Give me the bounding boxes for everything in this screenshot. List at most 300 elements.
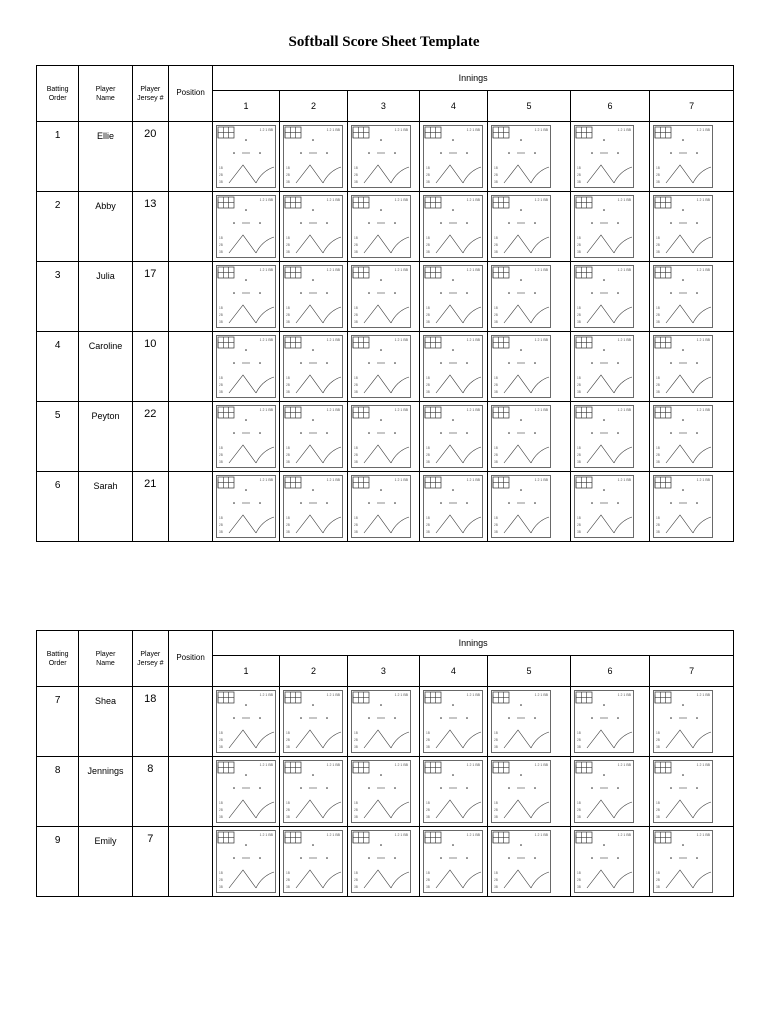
table-row [37, 332, 734, 402]
jersey-number-cell: 18 [132, 687, 168, 757]
scoring-diamond-box[interactable] [283, 830, 343, 893]
scoring-diamond-box[interactable] [423, 690, 483, 753]
scoring-diamond-box[interactable] [283, 475, 343, 538]
scoring-diamond-box[interactable] [491, 760, 551, 823]
scoring-diamond-box[interactable] [491, 475, 551, 538]
svg-text:2B: 2B [656, 738, 661, 742]
inning-score-cell[interactable] [650, 122, 734, 192]
svg-text:3B: 3B [576, 885, 581, 889]
scoring-diamond-box[interactable] [351, 125, 411, 188]
svg-text:1 2 1 BB: 1 2 1 BB [696, 763, 711, 767]
scoring-diamond-box[interactable] [491, 265, 551, 328]
score-table-1 [36, 65, 734, 542]
scoring-diamond-box[interactable] [574, 195, 634, 258]
inning-score-cell[interactable] [419, 827, 487, 897]
svg-text:3B: 3B [656, 530, 661, 534]
player-name-cell: Caroline [79, 332, 132, 402]
svg-text:1B: 1B [285, 376, 290, 380]
inning-score-cell[interactable] [570, 687, 650, 757]
svg-text:3B: 3B [354, 815, 359, 819]
scoring-diamond-box[interactable] [216, 265, 276, 328]
svg-text:2B: 2B [285, 243, 290, 247]
scoring-diamond-box[interactable] [574, 265, 634, 328]
svg-text:3B: 3B [576, 320, 581, 324]
header-inning-2: 2 [279, 91, 347, 122]
inning-score-cell[interactable] [279, 122, 347, 192]
scoring-diamond-box[interactable] [351, 195, 411, 258]
inning-score-cell[interactable] [570, 262, 650, 332]
svg-text:3B: 3B [576, 460, 581, 464]
position-cell[interactable] [168, 827, 212, 897]
svg-text:3B: 3B [425, 460, 430, 464]
svg-text:3B: 3B [656, 885, 661, 889]
scoring-diamond-box[interactable] [653, 475, 713, 538]
position-cell[interactable] [168, 262, 212, 332]
svg-text:1B: 1B [219, 376, 224, 380]
svg-text:1 2 1 BB: 1 2 1 BB [394, 833, 409, 837]
scoring-diamond-box[interactable] [491, 405, 551, 468]
scoring-diamond-box[interactable] [216, 690, 276, 753]
svg-text:3B: 3B [656, 250, 661, 254]
header-player-jersey: Player Jersey # [132, 66, 168, 122]
inning-score-cell[interactable] [348, 402, 420, 472]
svg-text:1 2 1 BB: 1 2 1 BB [534, 478, 549, 482]
svg-text:3B: 3B [285, 885, 290, 889]
svg-text:1B: 1B [576, 306, 581, 310]
svg-text:1B: 1B [425, 801, 430, 805]
scoring-diamond-box[interactable] [423, 125, 483, 188]
inning-score-cell[interactable] [348, 122, 420, 192]
scoring-diamond-box[interactable] [216, 335, 276, 398]
scoring-diamond-box[interactable] [423, 265, 483, 328]
svg-text:1 2 1 BB: 1 2 1 BB [617, 833, 631, 837]
svg-text:2B: 2B [354, 173, 359, 177]
position-cell[interactable] [168, 687, 212, 757]
inning-score-cell[interactable] [488, 827, 571, 897]
svg-text:1 2 1 BB: 1 2 1 BB [696, 408, 711, 412]
svg-text:3B: 3B [354, 320, 359, 324]
svg-text:1B: 1B [219, 166, 224, 170]
inning-score-cell[interactable] [570, 122, 650, 192]
scoring-diamond-box[interactable] [283, 760, 343, 823]
jersey-number-cell: 17 [132, 262, 168, 332]
inning-score-cell[interactable] [213, 262, 279, 332]
scoring-diamond-box[interactable] [653, 125, 713, 188]
scoring-diamond-box[interactable] [491, 335, 551, 398]
scoring-diamond-box[interactable] [574, 335, 634, 398]
inning-score-cell[interactable] [488, 332, 571, 402]
svg-text:1 2 1 BB: 1 2 1 BB [326, 408, 340, 412]
position-cell[interactable] [168, 402, 212, 472]
position-cell[interactable] [168, 472, 212, 542]
scoring-diamond-box[interactable] [574, 830, 634, 893]
inning-score-cell[interactable] [419, 757, 487, 827]
inning-score-cell[interactable] [419, 122, 487, 192]
svg-text:2B: 2B [656, 808, 661, 812]
svg-text:3B: 3B [656, 320, 661, 324]
inning-score-cell[interactable] [570, 402, 650, 472]
batting-order-cell: 2 [37, 192, 79, 262]
svg-text:1B: 1B [219, 446, 224, 450]
table-row [37, 472, 734, 542]
inning-score-cell[interactable] [213, 687, 279, 757]
svg-text:1 2 1 BB: 1 2 1 BB [466, 833, 480, 837]
svg-text:1B: 1B [285, 236, 290, 240]
svg-text:2B: 2B [425, 738, 430, 742]
svg-text:1 2 1 BB: 1 2 1 BB [259, 478, 274, 482]
svg-text:1 2 1 BB: 1 2 1 BB [617, 763, 631, 767]
scoring-diamond-box[interactable] [574, 125, 634, 188]
scoring-diamond-box[interactable] [283, 690, 343, 753]
svg-text:3B: 3B [656, 745, 661, 749]
scoring-diamond-box[interactable] [653, 405, 713, 468]
inning-score-cell[interactable] [348, 757, 420, 827]
svg-text:1 2 1 BB: 1 2 1 BB [617, 478, 631, 482]
inning-score-cell[interactable] [213, 472, 279, 542]
scoring-diamond-box[interactable] [351, 760, 411, 823]
inning-score-cell[interactable] [570, 827, 650, 897]
header-player-jersey: Player Jersey # [132, 631, 168, 687]
svg-text:3B: 3B [656, 815, 661, 819]
header-player-name: Player Name [79, 631, 132, 687]
scoring-diamond-box[interactable] [491, 125, 551, 188]
inning-score-cell[interactable] [570, 757, 650, 827]
batting-order-cell: 8 [37, 757, 79, 827]
scoring-diamond-box[interactable] [351, 265, 411, 328]
inning-score-cell[interactable] [279, 192, 347, 262]
svg-text:3B: 3B [576, 390, 581, 394]
svg-text:2B: 2B [576, 453, 581, 457]
svg-text:1B: 1B [425, 236, 430, 240]
table-row [37, 827, 734, 897]
svg-text:1 2 1 BB: 1 2 1 BB [696, 338, 711, 342]
inning-score-cell[interactable] [488, 757, 571, 827]
inning-score-cell[interactable] [279, 827, 347, 897]
svg-text:1B: 1B [656, 871, 661, 875]
svg-text:1B: 1B [494, 516, 499, 520]
scoring-diamond-box[interactable] [653, 760, 713, 823]
svg-text:1B: 1B [656, 801, 661, 805]
table-row [37, 687, 734, 757]
scoring-diamond-box[interactable] [216, 405, 276, 468]
svg-text:1B: 1B [285, 166, 290, 170]
inning-score-cell[interactable] [419, 687, 487, 757]
position-cell[interactable] [168, 332, 212, 402]
inning-score-cell[interactable] [213, 757, 279, 827]
jersey-number-cell: 7 [132, 827, 168, 897]
svg-text:1 2 1 BB: 1 2 1 BB [534, 338, 549, 342]
scoring-diamond-box[interactable] [423, 830, 483, 893]
svg-text:1B: 1B [656, 236, 661, 240]
scoring-diamond-box[interactable] [283, 195, 343, 258]
svg-text:2B: 2B [354, 383, 359, 387]
svg-text:2B: 2B [494, 808, 499, 812]
svg-text:1 2 1 BB: 1 2 1 BB [534, 268, 549, 272]
svg-text:2B: 2B [425, 808, 430, 812]
inning-score-cell[interactable] [570, 332, 650, 402]
svg-text:3B: 3B [219, 530, 224, 534]
svg-text:1 2 1 BB: 1 2 1 BB [259, 268, 274, 272]
svg-text:1B: 1B [494, 236, 499, 240]
inning-score-cell[interactable] [348, 472, 420, 542]
scoring-diamond-box[interactable] [653, 265, 713, 328]
svg-text:2B: 2B [425, 523, 430, 527]
inning-score-cell[interactable] [419, 192, 487, 262]
header-innings: Innings [213, 66, 734, 91]
inning-score-cell[interactable] [279, 262, 347, 332]
scoring-diamond-box[interactable] [574, 405, 634, 468]
inning-score-cell[interactable] [650, 827, 734, 897]
inning-score-cell[interactable] [650, 262, 734, 332]
svg-text:3B: 3B [494, 460, 499, 464]
scoring-diamond-box[interactable] [216, 475, 276, 538]
svg-text:2B: 2B [576, 878, 581, 882]
player-name-cell: Sarah [79, 472, 132, 542]
svg-text:1 2 1 BB: 1 2 1 BB [394, 198, 409, 202]
inning-score-cell[interactable] [213, 402, 279, 472]
svg-text:1B: 1B [219, 801, 224, 805]
svg-text:1B: 1B [219, 731, 224, 735]
svg-text:1 2 1 BB: 1 2 1 BB [326, 268, 340, 272]
scoring-diamond-box[interactable] [653, 195, 713, 258]
scoring-diamond-box[interactable] [283, 125, 343, 188]
svg-text:1 2 1 BB: 1 2 1 BB [326, 478, 340, 482]
inning-score-cell[interactable] [488, 262, 571, 332]
svg-text:2B: 2B [656, 383, 661, 387]
inning-score-cell[interactable] [488, 687, 571, 757]
svg-text:1 2 1 BB: 1 2 1 BB [534, 833, 549, 837]
scoring-diamond-box[interactable] [351, 830, 411, 893]
scoring-diamond-box[interactable] [423, 760, 483, 823]
svg-text:3B: 3B [494, 250, 499, 254]
svg-text:2B: 2B [425, 173, 430, 177]
scoring-diamond-box[interactable] [423, 475, 483, 538]
scoring-diamond-box[interactable] [216, 760, 276, 823]
svg-text:1B: 1B [285, 871, 290, 875]
svg-text:1 2 1 BB: 1 2 1 BB [259, 408, 274, 412]
scoring-diamond-box[interactable] [423, 195, 483, 258]
inning-score-cell[interactable] [488, 122, 571, 192]
scoring-diamond-box[interactable] [574, 475, 634, 538]
svg-text:3B: 3B [219, 320, 224, 324]
player-name-cell: Peyton [79, 402, 132, 472]
svg-text:2B: 2B [219, 808, 224, 812]
inning-score-cell[interactable] [650, 687, 734, 757]
svg-text:1B: 1B [354, 306, 359, 310]
scoring-diamond-box[interactable] [216, 830, 276, 893]
svg-text:1B: 1B [354, 236, 359, 240]
svg-text:3B: 3B [576, 745, 581, 749]
header-inning-6: 6 [570, 656, 650, 687]
svg-text:3B: 3B [425, 180, 430, 184]
inning-score-cell[interactable] [650, 192, 734, 262]
svg-text:1 2 1 BB: 1 2 1 BB [466, 198, 480, 202]
batting-order-cell: 9 [37, 827, 79, 897]
inning-score-cell[interactable] [348, 687, 420, 757]
svg-text:1 2 1 BB: 1 2 1 BB [696, 198, 711, 202]
scoring-diamond-box[interactable] [283, 335, 343, 398]
svg-text:1B: 1B [656, 731, 661, 735]
jersey-number-cell: 21 [132, 472, 168, 542]
inning-score-cell[interactable] [570, 192, 650, 262]
svg-text:1B: 1B [494, 731, 499, 735]
scoring-diamond-box[interactable] [351, 335, 411, 398]
scoring-diamond-box[interactable] [653, 335, 713, 398]
batting-order-cell: 7 [37, 687, 79, 757]
svg-text:3B: 3B [425, 320, 430, 324]
svg-text:2B: 2B [576, 173, 581, 177]
svg-text:1 2 1 BB: 1 2 1 BB [696, 833, 711, 837]
table-row [37, 757, 734, 827]
svg-text:2B: 2B [425, 243, 430, 247]
svg-text:3B: 3B [354, 180, 359, 184]
inning-score-cell[interactable] [419, 402, 487, 472]
scoring-diamond-box[interactable] [351, 690, 411, 753]
svg-text:1B: 1B [425, 516, 430, 520]
svg-text:2B: 2B [494, 453, 499, 457]
svg-text:3B: 3B [425, 815, 430, 819]
scoring-diamond-box[interactable] [216, 195, 276, 258]
inning-score-cell[interactable] [419, 332, 487, 402]
svg-text:2B: 2B [494, 523, 499, 527]
player-name-cell: Emily [79, 827, 132, 897]
position-cell[interactable] [168, 192, 212, 262]
header-inning-1: 1 [213, 91, 279, 122]
scoring-diamond-box[interactable] [351, 405, 411, 468]
svg-text:3B: 3B [354, 885, 359, 889]
svg-text:3B: 3B [285, 460, 290, 464]
scoring-diamond-box[interactable] [574, 690, 634, 753]
table-row [37, 262, 734, 332]
inning-score-cell[interactable] [650, 332, 734, 402]
svg-text:2B: 2B [425, 383, 430, 387]
scoring-diamond-box[interactable] [491, 195, 551, 258]
svg-text:1 2 1 BB: 1 2 1 BB [534, 408, 549, 412]
inning-score-cell[interactable] [419, 472, 487, 542]
svg-text:1 2 1 BB: 1 2 1 BB [617, 198, 631, 202]
svg-text:1 2 1 BB: 1 2 1 BB [259, 693, 274, 697]
scoring-diamond-box[interactable] [283, 265, 343, 328]
inning-score-cell[interactable] [213, 122, 279, 192]
inning-score-cell[interactable] [419, 262, 487, 332]
inning-score-cell[interactable] [348, 827, 420, 897]
svg-text:1 2 1 BB: 1 2 1 BB [394, 268, 409, 272]
svg-text:2B: 2B [354, 523, 359, 527]
scoring-diamond-box[interactable] [351, 475, 411, 538]
svg-text:1B: 1B [656, 376, 661, 380]
svg-text:2B: 2B [656, 453, 661, 457]
svg-text:2B: 2B [285, 453, 290, 457]
scoring-diamond-box[interactable] [653, 830, 713, 893]
svg-text:1 2 1 BB: 1 2 1 BB [617, 268, 631, 272]
svg-text:1B: 1B [656, 166, 661, 170]
svg-text:2B: 2B [354, 453, 359, 457]
svg-text:1 2 1 BB: 1 2 1 BB [259, 198, 274, 202]
svg-text:3B: 3B [494, 320, 499, 324]
inning-score-cell[interactable] [650, 757, 734, 827]
svg-text:1 2 1 BB: 1 2 1 BB [466, 408, 480, 412]
svg-text:1B: 1B [494, 376, 499, 380]
inning-score-cell[interactable] [488, 402, 571, 472]
inning-score-cell[interactable] [488, 472, 571, 542]
table-row [37, 402, 734, 472]
header-position: Position [168, 631, 212, 687]
svg-text:1 2 1 BB: 1 2 1 BB [394, 693, 409, 697]
inning-score-cell[interactable] [213, 332, 279, 402]
inning-score-cell[interactable] [279, 332, 347, 402]
svg-text:1 2 1 BB: 1 2 1 BB [617, 128, 631, 132]
inning-score-cell[interactable] [279, 402, 347, 472]
inning-score-cell[interactable] [279, 472, 347, 542]
player-name-cell: Shea [79, 687, 132, 757]
svg-text:1 2 1 BB: 1 2 1 BB [534, 693, 549, 697]
svg-text:1B: 1B [425, 306, 430, 310]
header-inning-1: 1 [213, 656, 279, 687]
svg-text:2B: 2B [285, 878, 290, 882]
scoring-diamond-box[interactable] [423, 335, 483, 398]
inning-score-cell[interactable] [650, 472, 734, 542]
inning-score-cell[interactable] [348, 192, 420, 262]
svg-text:1B: 1B [494, 446, 499, 450]
svg-text:1 2 1 BB: 1 2 1 BB [326, 833, 340, 837]
svg-text:2B: 2B [219, 453, 224, 457]
scoring-diamond-box[interactable] [574, 760, 634, 823]
svg-text:3B: 3B [354, 250, 359, 254]
svg-text:2B: 2B [285, 383, 290, 387]
header-innings: Innings [213, 631, 734, 656]
inning-score-cell[interactable] [348, 262, 420, 332]
svg-text:1B: 1B [425, 166, 430, 170]
scoring-diamond-box[interactable] [653, 690, 713, 753]
scoring-diamond-box[interactable] [491, 830, 551, 893]
svg-text:1B: 1B [576, 236, 581, 240]
svg-text:1B: 1B [285, 306, 290, 310]
scoring-diamond-box[interactable] [283, 405, 343, 468]
svg-text:1B: 1B [576, 166, 581, 170]
scoring-diamond-box[interactable] [423, 405, 483, 468]
svg-text:3B: 3B [576, 180, 581, 184]
svg-text:3B: 3B [494, 530, 499, 534]
svg-text:1 2 1 BB: 1 2 1 BB [466, 478, 480, 482]
inning-score-cell[interactable] [279, 687, 347, 757]
svg-text:1B: 1B [576, 516, 581, 520]
inning-score-cell[interactable] [279, 757, 347, 827]
svg-text:2B: 2B [354, 313, 359, 317]
svg-text:2B: 2B [285, 808, 290, 812]
inning-score-cell[interactable] [488, 192, 571, 262]
position-cell[interactable] [168, 122, 212, 192]
batting-order-cell: 3 [37, 262, 79, 332]
inning-score-cell[interactable] [213, 827, 279, 897]
inning-score-cell[interactable] [213, 192, 279, 262]
svg-text:2B: 2B [494, 173, 499, 177]
scoring-diamond-box[interactable] [491, 690, 551, 753]
header-batting-order: Batting Order [37, 631, 79, 687]
header-inning-3: 3 [348, 656, 420, 687]
svg-text:1B: 1B [576, 731, 581, 735]
inning-score-cell[interactable] [650, 402, 734, 472]
scoring-diamond-box[interactable] [216, 125, 276, 188]
table-row [37, 192, 734, 262]
position-cell[interactable] [168, 757, 212, 827]
inning-score-cell[interactable] [570, 472, 650, 542]
svg-text:1 2 1 BB: 1 2 1 BB [534, 128, 549, 132]
svg-text:3B: 3B [219, 460, 224, 464]
batting-order-cell: 1 [37, 122, 79, 192]
inning-score-cell[interactable] [348, 332, 420, 402]
svg-text:1 2 1 BB: 1 2 1 BB [326, 198, 340, 202]
svg-text:1 2 1 BB: 1 2 1 BB [326, 338, 340, 342]
